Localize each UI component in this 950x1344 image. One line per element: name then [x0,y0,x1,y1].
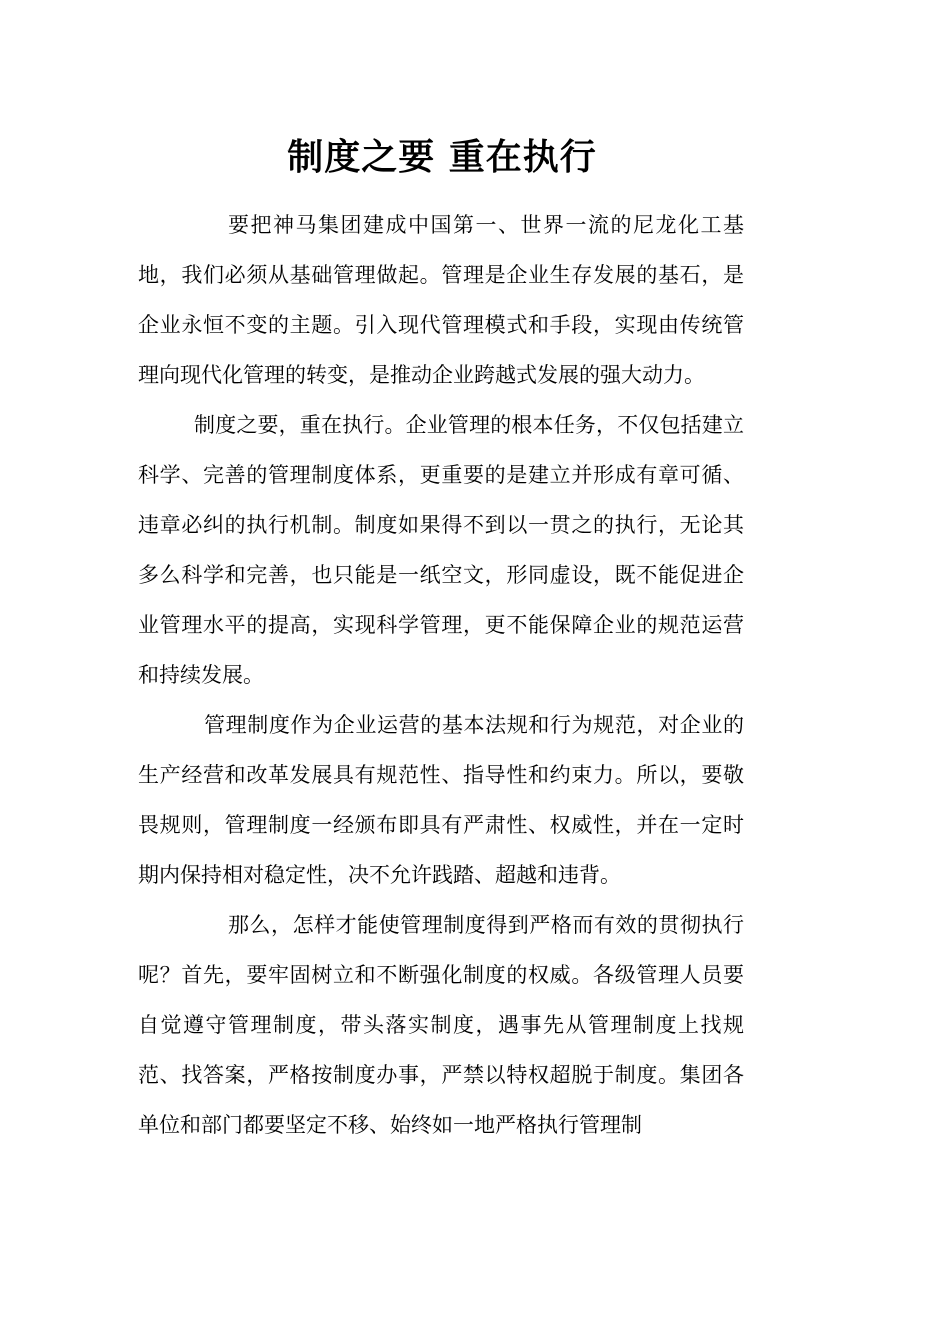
paragraph-1: 要把神马集团建成中国第一、世界一流的尼龙化工基地，我们必须从基础管理做起。管理是企业生存发展的基石，是企业永恒不变的主题。引入现代管理模式和手段，实现由传统管理向现代化管理的转变，是推动企业跨越式发展的强大动力。 [138,213,744,387]
document-body [138,200,744,1150]
paragraph-2: 制度之要，重在执行。企业管理的根本任务，不仅包括建立科学、完善的管理制度体系，更重要的是建立并形成有章可循、违章必纠的执行机制。制度如果得不到以一贯之的执行，无论其多么科学和完善，也只能是一纸空文，形同虚设，既不能促进企业管理水平的提高，实现科学管理，更不能保障企业的规范运营和持续发展。 [138,413,744,687]
paragraph-3: 管理制度作为企业运营的基本法规和行为规范，对企业的生产经营和改革发展具有规范性、指导性和约束力。所以，要敬畏规则，管理制度一经颁布即具有严肃性、权威性，并在一定时期内保持相对稳定性，决不允许践踏、超越和违背。 [138,713,744,887]
paragraph-4: 那么，怎样才能使管理制度得到严格而有效的贯彻执行呢？首先，要牢固树立和不断强化制度的权威。各级管理人员要自觉遵守管理制度，带头落实制度，遇事先从管理制度上找规范、找答案，严格按制度办事，严禁以特权超脱于制度。集团各单位和部门都要坚定不移、始终如一地严格执行管理制 [138,913,744,1137]
document-title: 制度之要 重在执行 [287,136,597,178]
